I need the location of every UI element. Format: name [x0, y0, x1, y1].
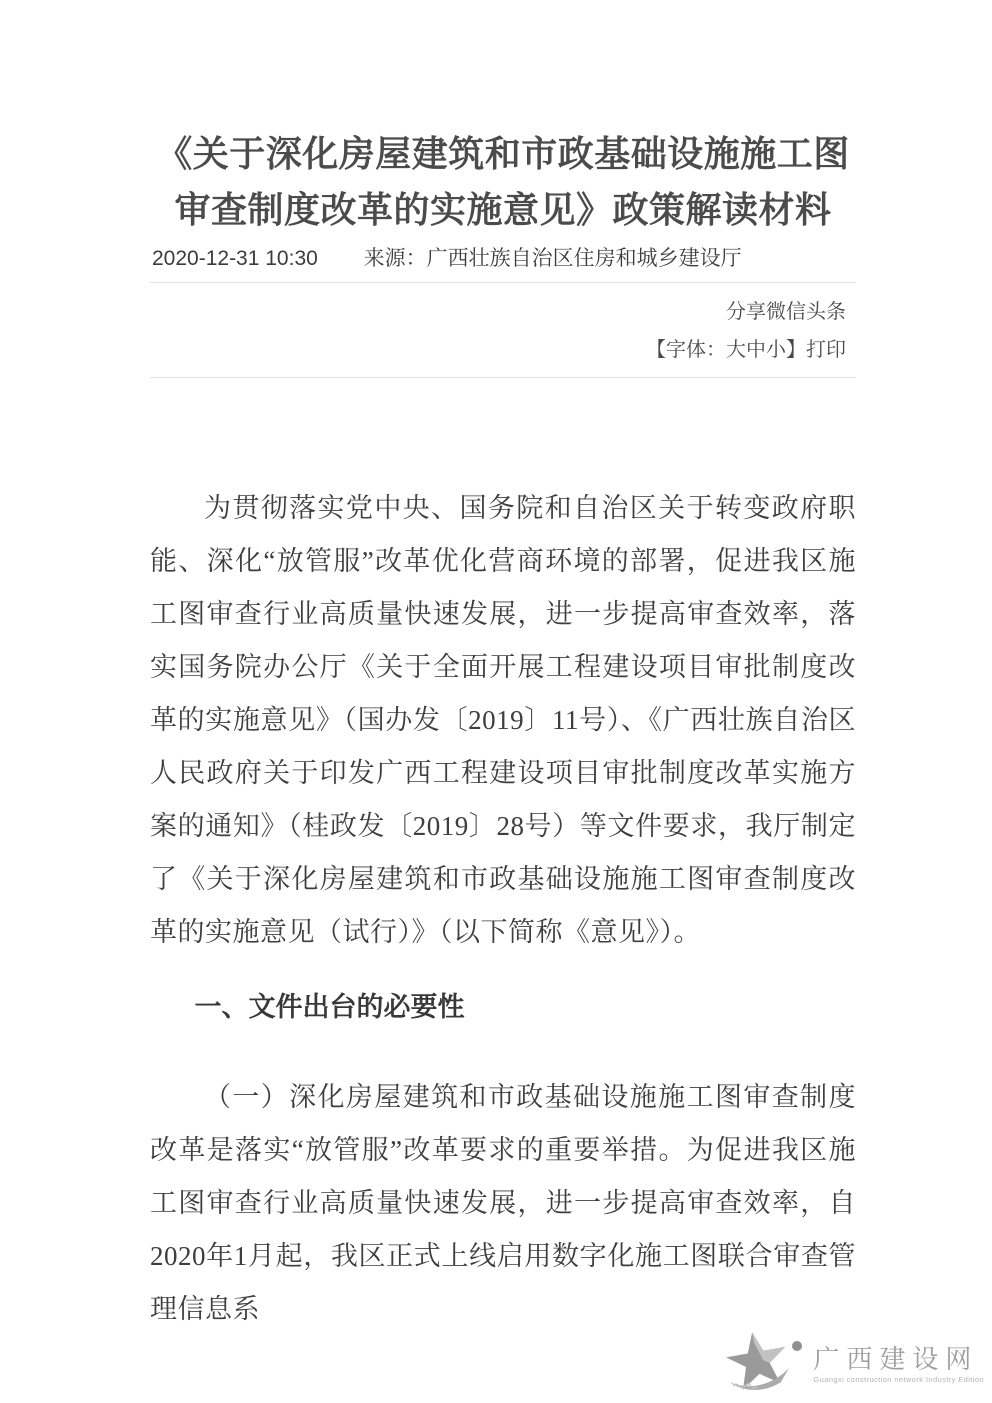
paragraph-body-text: 为促进我区施工图审查行业高质量快速发展，进一步提高审查效率，自2020年1月起，我区正式上线启用数字化施工图联合审查管理信息系 [150, 1135, 857, 1324]
logo-subtitle: Guangxi construction network Industry Edition [813, 1374, 984, 1384]
share-toutiao-link[interactable]: 头条 [806, 301, 846, 323]
font-label-open: 【字体： [646, 339, 726, 361]
source-label: 来源： [363, 247, 427, 270]
section-heading-1: 一、文件出台的必要性 [194, 992, 465, 1022]
logo-text [813, 1346, 984, 1384]
star-icon [717, 1330, 809, 1399]
font-size-line [150, 337, 846, 363]
article-content [150, 0, 856, 1336]
paragraph-intro: 为贯彻落实党中央、国务院和自治区关于转变政府职能、深化“放管服”改革优化营商环境的部署，促进我区施工图审查行业高质量快速发展，进一步提高审查效率，落实国务院办公厅《关于全面开展工程建设项目审批制度改革的实施意见》（国办发〔2019〕11号）、《广西壮族自治区人民政府关于印发广西工程建设项目审批制度改革实施方案的通知》（桂政发〔2019〕28号）等文件要求，我厅制定了《关于深化房屋建筑和市政基础设施施工图审查制度改革的实施意见（试行）》（以下简称《意见》）。 [150, 493, 856, 947]
print-button[interactable]: 打印 [806, 339, 846, 361]
share-wechat-link[interactable]: 微信 [766, 301, 806, 323]
paragraph-section1-item1 [150, 1071, 856, 1336]
logo-site-name: 广西建设网 [813, 1344, 979, 1374]
font-label-close: 】 [786, 339, 806, 361]
site-logo [717, 1330, 984, 1399]
article-source [364, 247, 742, 270]
page-title: 《关于深化房屋建筑和市政基础设施施工图审查制度改革的实施意见》政策解读材料 [156, 133, 850, 230]
source-value: 广西壮族自治区住房和城乡建设厅 [426, 247, 742, 270]
font-size-small-button[interactable]: 小 [766, 339, 786, 361]
article-meta [150, 244, 856, 283]
font-size-large-button[interactable]: 大 [726, 339, 746, 361]
share-line [150, 299, 846, 325]
paragraph-lead-sentence: （一）深化房屋建筑和市政基础设施施工图审查制度改革是落实“放管服”改革要求的重要举措。 [150, 1082, 856, 1165]
font-size-medium-button[interactable]: 中 [746, 339, 766, 361]
share-toolbar [150, 283, 856, 378]
article-body [150, 482, 856, 1336]
publish-date: 2020-12-31 10:30 [152, 247, 318, 270]
share-label: 分享 [726, 301, 766, 323]
